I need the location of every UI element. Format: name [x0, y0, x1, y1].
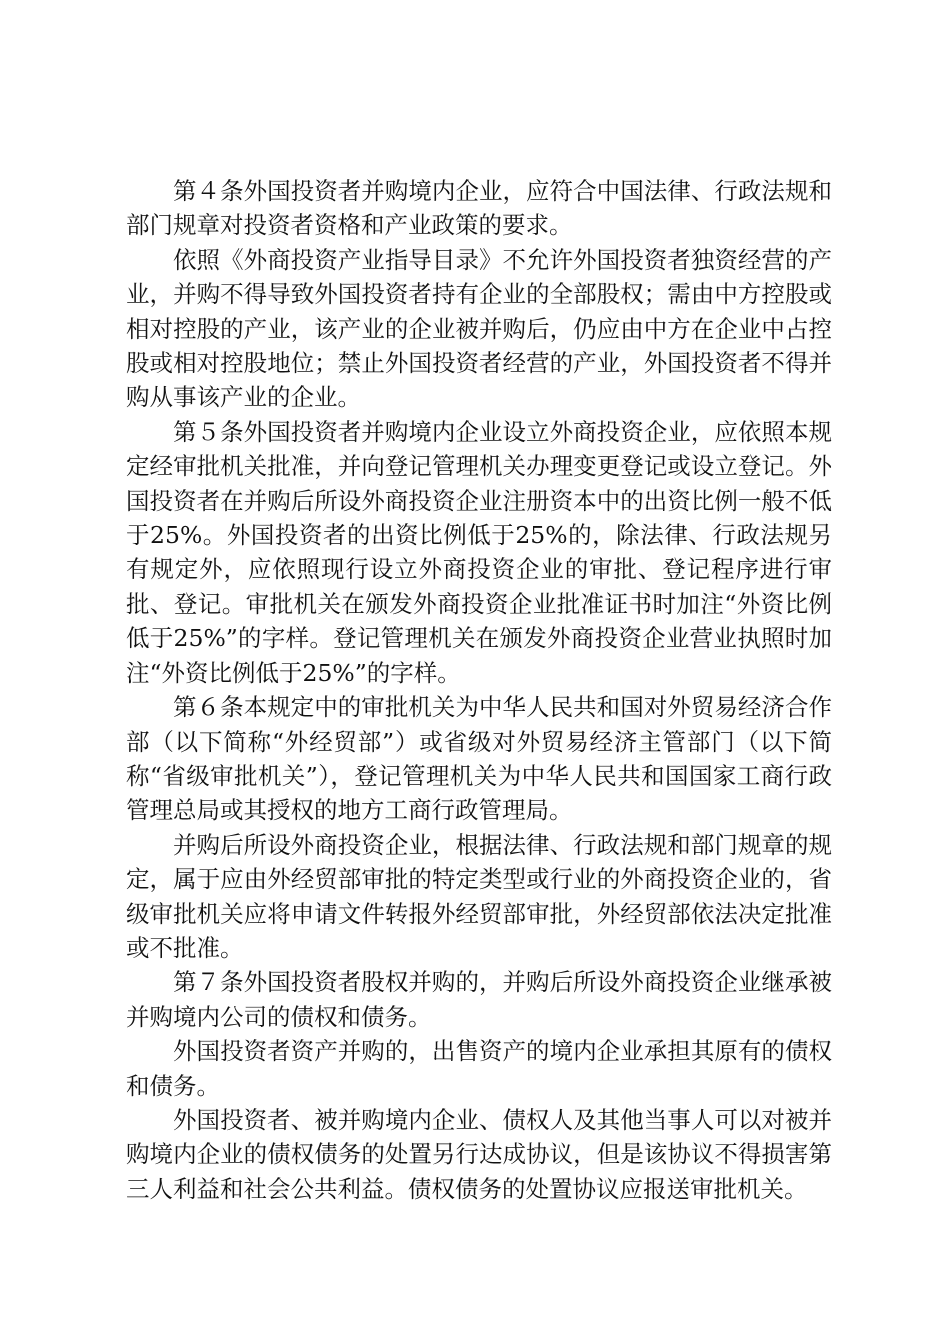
paragraph-article-6: 第６条本规定中的审批机关为中华人民共和国对外贸易经济合作部（以下简称“外经贸部”）或省级对外贸易经济主管部门（以下简称“省级审批机关”），登记管理机关为中华人民共和国国家工商行政管理总局或其授权的地方工商行政管理局。 [126, 693, 832, 825]
paragraph-article-5: 第５条外国投资者并购境内企业设立外商投资企业，应依照本规定经审批机关批准，并向登记管理机关办理变更登记或设立登记。外国投资者在并购后所设外商投资企业注册资本中的出资比例一般不低于25%。外国投资者的出资比例低于25%的，除法律、行政法规另有规定外，应依照现行设立外商投资企业的审批、登记程序进行审批、登记。审批机关在颁发外商投资企业批准证书时加注“外资比例低于25%”的字样。登记管理机关在颁发外商投资企业营业执照时加注“外资比例低于25%”的字样。 [126, 417, 832, 687]
paragraph-approval-transfer: 并购后所设外商投资企业，根据法律、行政法规和部门规章的规定，属于应由外经贸部审批的特定类型或行业的外商投资企业的，省级审批机关应将申请文件转报外经贸部审批，外经贸部依法决定批准或不批准。 [126, 830, 832, 962]
paragraph-article-4: 第４条外国投资者并购境内企业，应符合中国法律、行政法规和部门规章对投资者资格和产业政策的要求。 [126, 177, 832, 240]
paragraph-article-7: 第７条外国投资者股权并购的，并购后所设外商投资企业继承被并购境内公司的债权和债务。 [126, 968, 832, 1031]
paragraph-debt-agreement: 外国投资者、被并购境内企业、债权人及其他当事人可以对被并购境内企业的债权债务的处置另行达成协议，但是该协议不得损害第三人利益和社会公共利益。债权债务的处置协议应报送审批机关。 [126, 1105, 832, 1203]
document-body [126, 174, 832, 1206]
paragraph-asset-acquisition: 外国投资者资产并购的，出售资产的境内企业承担其原有的债权和债务。 [126, 1037, 832, 1100]
paragraph-industry-catalog: 依照《外商投资产业指导目录》不允许外国投资者独资经营的产业，并购不得导致外国投资者持有企业的全部股权；需由中方控股或相对控股的产业，该产业的企业被并购后，仍应由中方在企业中占控股或相对控股地位；禁止外国投资者经营的产业，外国投资者不得并购从事该产业的企业。 [126, 245, 832, 412]
